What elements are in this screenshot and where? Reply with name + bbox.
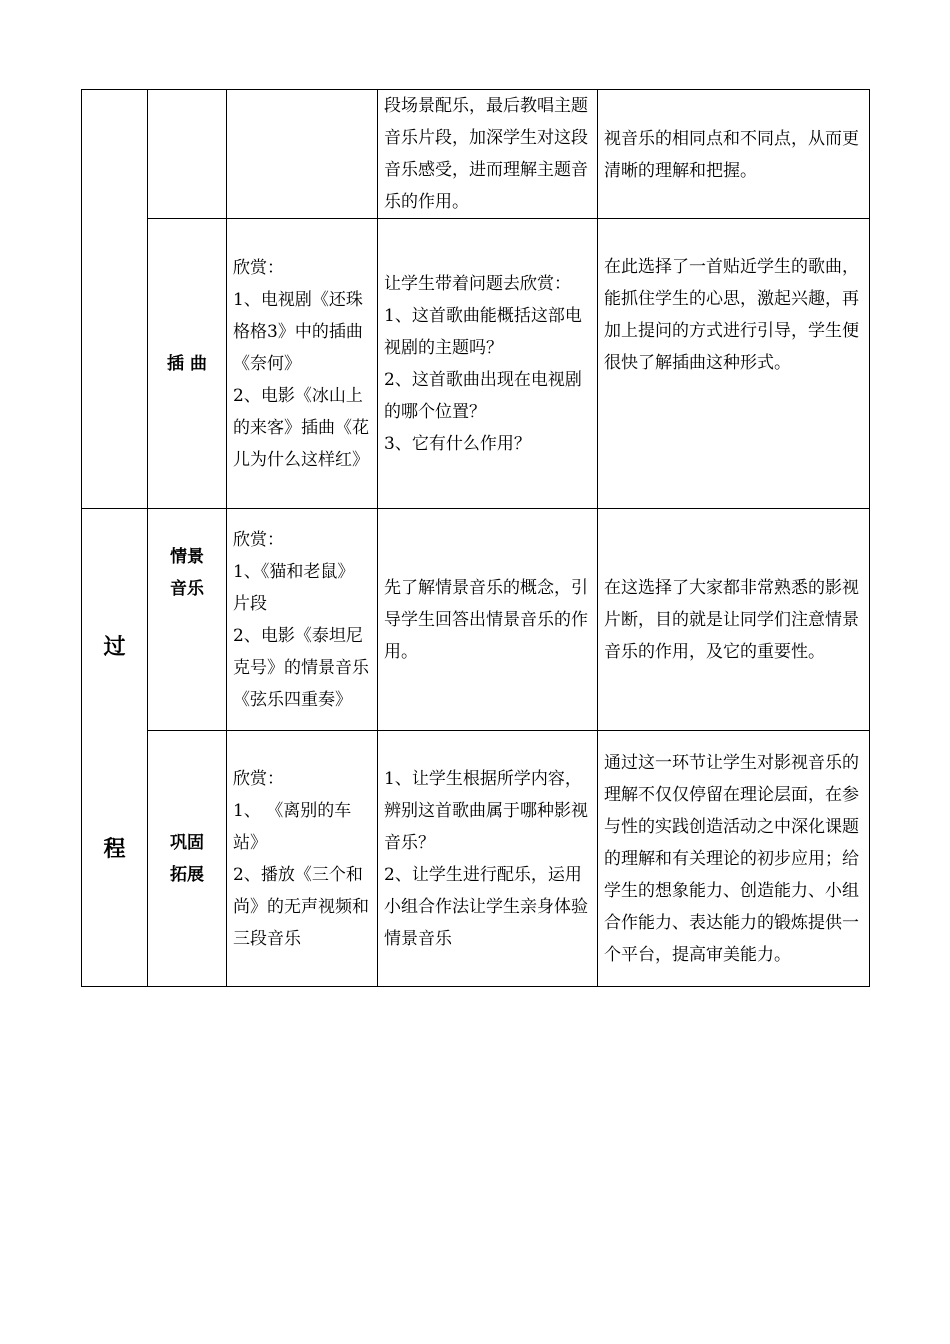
table-row	[82, 90, 870, 219]
table-row	[82, 509, 870, 731]
intent-cell: 在此选择了一首贴近学生的歌曲，能抓住学生的心思，激起兴趣，再加上提问的方式进行引导，学生便很快了解插曲这种形式。	[598, 219, 870, 509]
table-row	[82, 731, 870, 987]
content-cell: 欣赏： 1、 《离别的车站》 2、播放《三个和尚》的无声视频和三段音乐	[227, 731, 378, 987]
method-cell: 让学生带着问题去欣赏： 1、这首歌曲能概括这部电视剧的主题吗？ 2、这首歌曲出现在电视剧的哪个位置？ 3、它有什么作用？	[378, 219, 598, 509]
stage-cell	[82, 509, 148, 987]
lesson-plan-table	[81, 89, 870, 987]
intent-cell: 在这选择了大家都非常熟悉的影视片断，目的就是让同学们注意情景音乐的作用，及它的重要性。	[598, 509, 870, 731]
content-cell	[227, 90, 378, 219]
stage-cell-empty	[82, 90, 148, 509]
method-cell: 段场景配乐，最后教唱主题音乐片段，加深学生对这段音乐感受，进而理解主题音乐的作用。	[378, 90, 598, 219]
content-cell: 欣赏： 1、《猫和老鼠》片段 2、电影《泰坦尼克号》的情景音乐《弦乐四重奏》	[227, 509, 378, 731]
intent-cell: 通过这一环节让学生对影视音乐的理解不仅仅停留在理论层面，在参与性的实践创造活动之中深化课题的理解和有关理论的初步应用；给学生的想象能力、创造能力、小组合作能力、表达能力的锻炼提供一个平台，提高审美能力。	[598, 731, 870, 987]
section-cell: 插 曲	[148, 219, 227, 509]
stage-char-1: 过	[103, 633, 126, 660]
method-cell: 1、让学生根据所学内容，辨别这首歌曲属于哪种影视音乐？ 2、让学生进行配乐，运用小组合作法让学生亲身体验情景音乐	[378, 731, 598, 987]
section-cell: 巩固 拓展	[148, 731, 227, 987]
section-cell: 情景 音乐	[148, 509, 227, 731]
table-row	[82, 219, 870, 509]
section-cell	[148, 90, 227, 219]
stage-char-2: 程	[103, 835, 126, 862]
method-cell: 先了解情景音乐的概念，引导学生回答出情景音乐的作用。	[378, 509, 598, 731]
content-cell: 欣赏： 1、电视剧《还珠格格3》中的插曲《奈何》 2、电影《冰山上的来客》插曲《花儿为什么这样红》	[227, 219, 378, 509]
intent-cell: 视音乐的相同点和不同点，从而更清晰的理解和把握。	[598, 90, 870, 219]
